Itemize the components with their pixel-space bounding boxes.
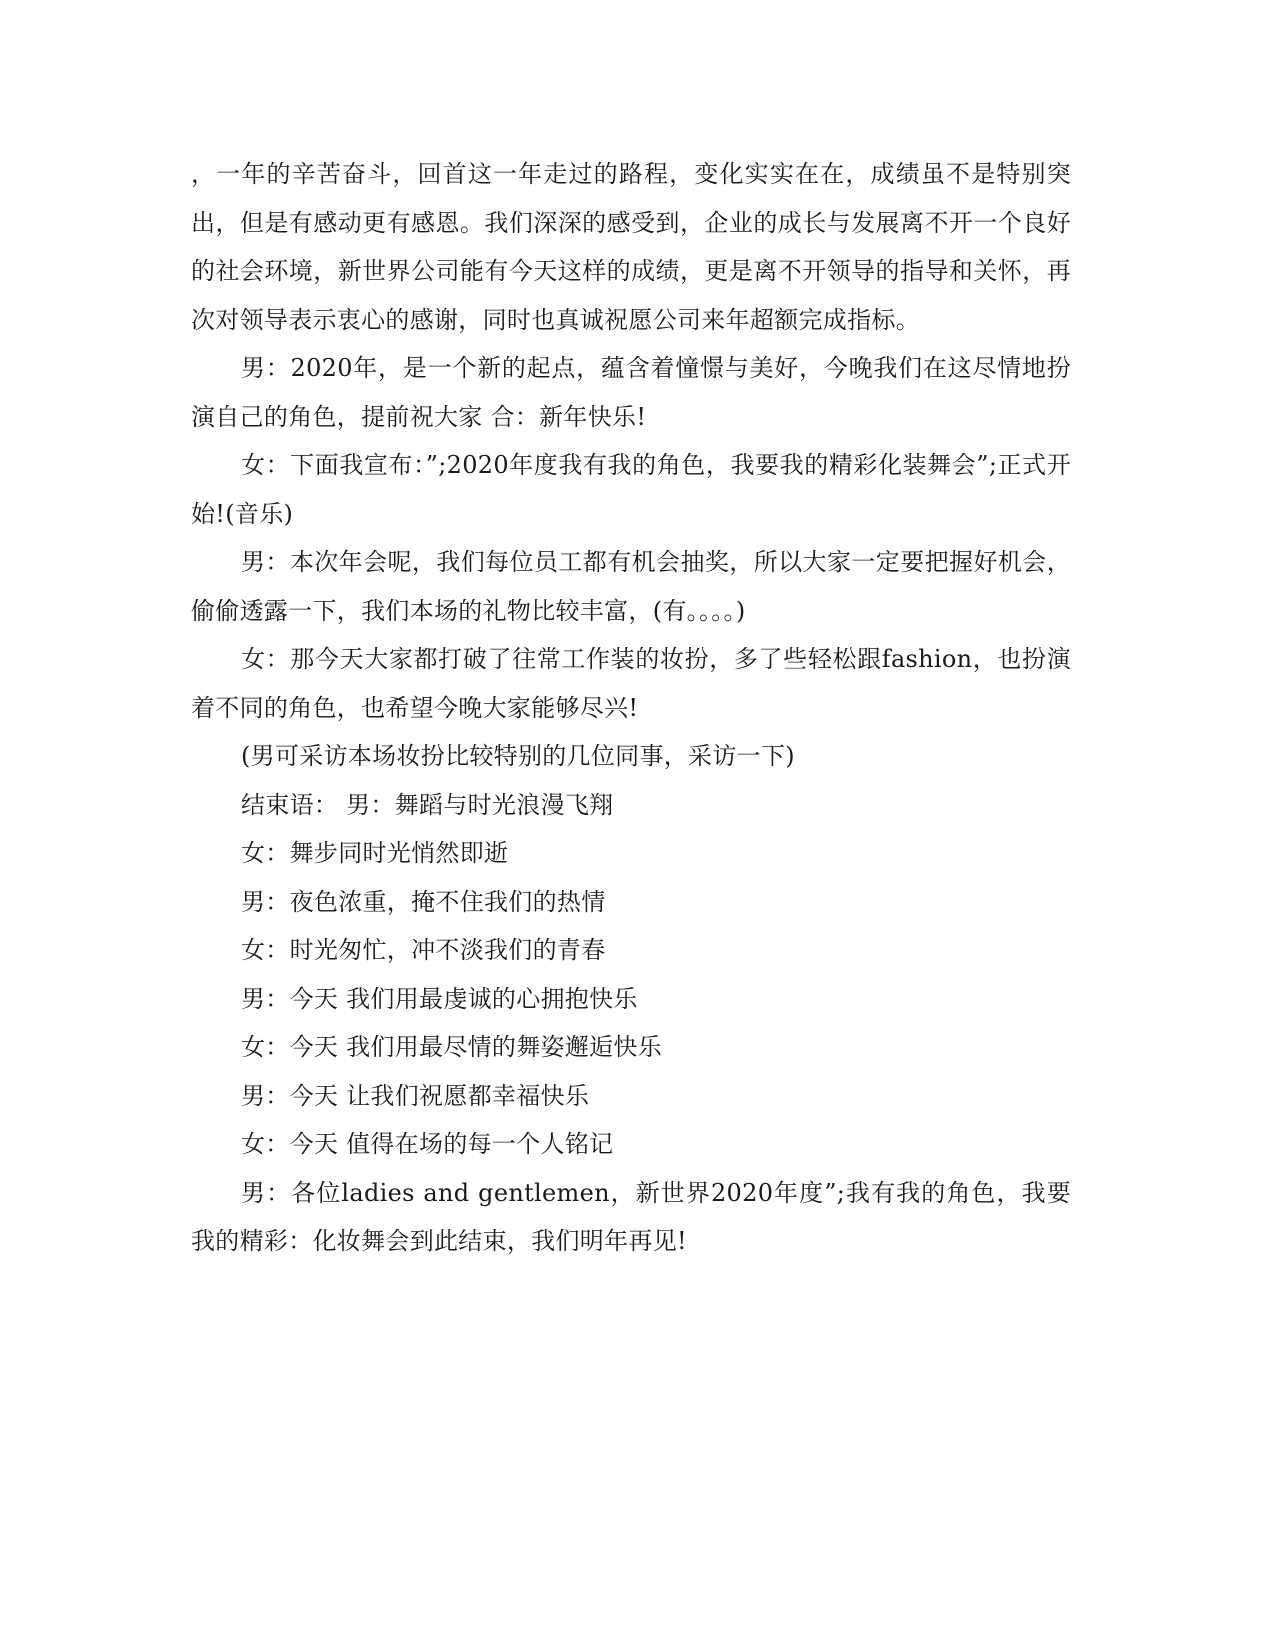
paragraph-male-new-year: 男：2020年，是一个新的起点，蕴含着憧憬与美好，今晚我们在这尽情地扮演自己的角色，提前祝大家 合：新年快乐!: [191, 354, 1071, 431]
paragraph-male-lottery: 男：本次年会呢，我们每位员工都有机会抽奖，所以大家一定要把握好机会，偷偷透露一下，我们本场的礼物比较丰富，(有。。。。): [191, 548, 1071, 625]
paragraph-interview-note: (男可采访本场妆扮比较特别的几位同事，采访一下): [241, 742, 795, 770]
paragraph-female-fashion: 女：那今天大家都打破了往常工作装的妆扮，多了些轻松跟fashion，也扮演着不同的角色，也希望今晚大家能够尽兴!: [191, 645, 1071, 722]
document-body: [191, 150, 1071, 1266]
paragraph-closing-line: 男：今天 我们用最虔诚的心拥抱快乐: [241, 984, 638, 1013]
paragraph-final-farewell: 男：各位ladies and gentlemen，新世界2020年度”;我有我的角色，我要我的精彩：化妆舞会到此结束，我们明年再见!: [191, 1178, 1071, 1255]
paragraph-closing-line: 女：舞步同时光悄然即逝: [241, 839, 509, 867]
paragraph-closing-line: 女：今天 值得在场的每一个人铭记: [241, 1130, 614, 1158]
paragraph-closing-line: 女：今天 我们用最尽情的舞姿邂逅快乐: [241, 1033, 663, 1061]
paragraph-closing-remarks: 结束语： 男：舞蹈与时光浪漫飞翔: [241, 790, 614, 819]
paragraph-female-announcement: 女：下面我宣布：”;2020年度我有我的角色，我要我的精彩化装舞会”;正式开始!(音乐): [191, 451, 1071, 528]
paragraph-opening: ，一年的辛苦奋斗，回首这一年走过的路程，变化实实在在，成绩虽不是特别突出，但是有感动更有感恩。我们深深的感受到，企业的成长与发展离不开一个良好的社会环境，新世界公司能有今天这样的成绩，更是离不开领导的指导和关怀，再次对领导表示衷心的感谢，同时也真诚祝愿公司来年超额完成指标。: [191, 160, 1071, 334]
paragraph-closing-line: 女：时光匆忙，冲不淡我们的青春: [241, 936, 606, 964]
paragraph-closing-line: 男：今天 让我们祝愿都幸福快乐: [241, 1081, 590, 1110]
paragraph-closing-line: 男：夜色浓重，掩不住我们的热情: [241, 887, 606, 916]
